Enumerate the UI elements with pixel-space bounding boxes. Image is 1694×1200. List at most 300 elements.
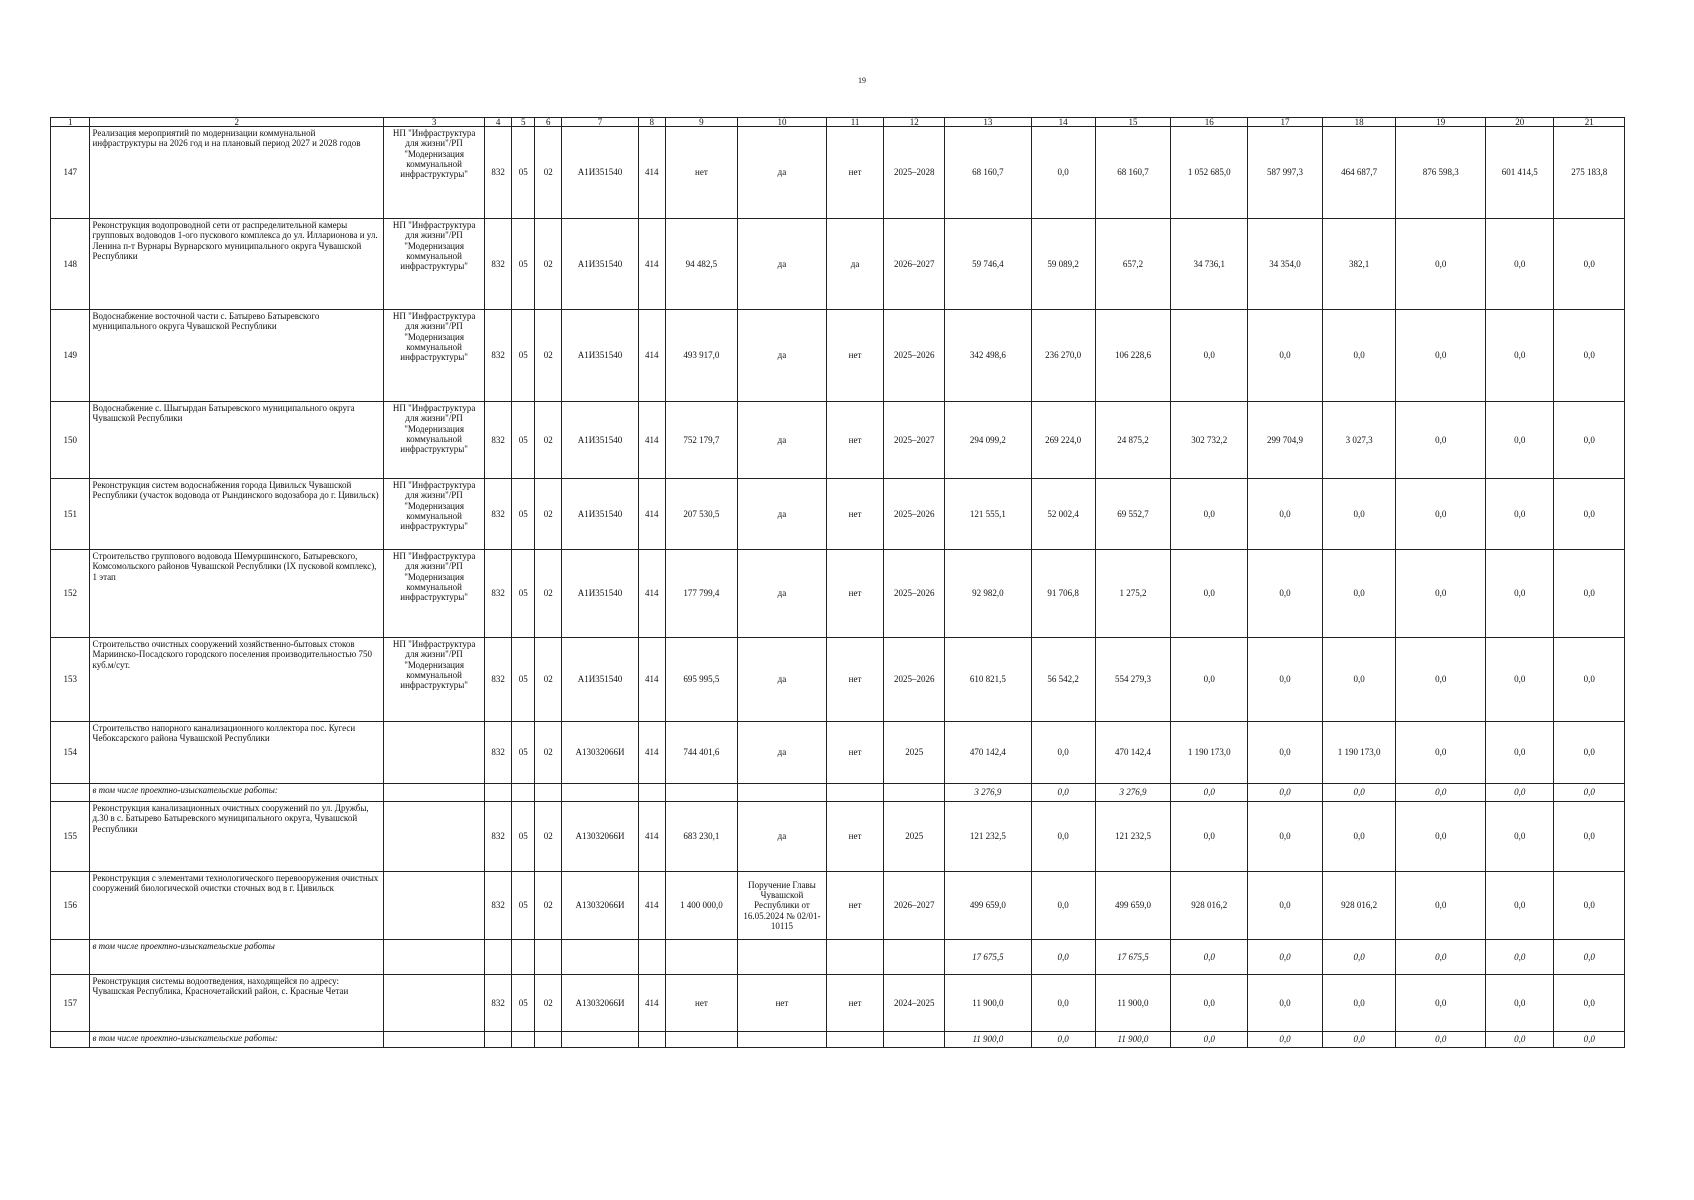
cell-row-num: 157: [51, 975, 90, 1032]
cell-total-plan: 0,0: [1396, 310, 1486, 402]
cell-estimated-cost: 207 530,5: [665, 479, 738, 550]
cell-period: 2025–2026: [884, 479, 945, 550]
cell-expertise: нет: [738, 975, 827, 1032]
cell-expense-type: 414: [638, 479, 665, 550]
cell-expense-type: 414: [638, 550, 665, 638]
cell-section: 05: [511, 550, 534, 638]
cell-federal-next: 0,0: [1248, 638, 1323, 722]
cell-period: 2026–2027: [884, 219, 945, 310]
cell-subsection: 02: [535, 479, 562, 550]
cell-subsection: [535, 784, 562, 802]
page-number: 19: [858, 76, 866, 85]
cell-section: 05: [511, 638, 534, 722]
cell-subsection: [535, 940, 562, 975]
cell-object-name: Строительство очистных сооружений хозяйственно-бытовых стоков Мариинско-Посадского городского поселения производительностью 750 куб.м/сут.: [90, 638, 383, 722]
cell-grbs: 832: [485, 219, 512, 310]
column-header: 20: [1486, 118, 1554, 127]
cell-republic-plan: 0,0: [1554, 940, 1625, 975]
cell-total-plan: 0,0: [1396, 402, 1486, 479]
subtotal-row: [51, 940, 1625, 975]
cell-object-name: Водоснабжение восточной части с. Батырево Батыревского муниципального округа Чувашской Республики: [90, 310, 383, 402]
cell-row-num: [51, 940, 90, 975]
cell-total-next: 34 736,1: [1171, 219, 1248, 310]
table-row: [51, 802, 1625, 872]
cell-design-docs: нет: [826, 802, 884, 872]
cell-total-next: 0,0: [1171, 1032, 1248, 1048]
cell-republic-current: 106 228,6: [1095, 310, 1171, 402]
cell-federal-plan: 0,0: [1486, 975, 1554, 1032]
cell-expertise: [738, 1032, 827, 1048]
cell-federal-current: 0,0: [1031, 802, 1095, 872]
cell-target-article: А1И351540: [562, 638, 639, 722]
cell-period: 2024–2025: [884, 975, 945, 1032]
cell-expense-type: 414: [638, 802, 665, 872]
cell-program: [383, 784, 484, 802]
cell-target-article: А1И351540: [562, 219, 639, 310]
cell-period: [884, 1032, 945, 1048]
cell-estimated-cost: [665, 1032, 738, 1048]
cell-period: 2025: [884, 722, 945, 784]
cell-republic-plan: 0,0: [1554, 402, 1625, 479]
column-header: 10: [738, 118, 827, 127]
cell-federal-plan: 0,0: [1486, 402, 1554, 479]
cell-object-name: Строительство группового водовода Шемуршинского, Батыревского, Комсомольского районов Чувашской Республики (IX пусковой комплекс), 1 этап: [90, 550, 383, 638]
table-row: [51, 219, 1625, 310]
cell-republic-current: 69 552,7: [1095, 479, 1171, 550]
cell-estimated-cost: 493 917,0: [665, 310, 738, 402]
cell-total-current: 121 232,5: [945, 802, 1031, 872]
cell-design-docs: да: [826, 219, 884, 310]
table-row: [51, 638, 1625, 722]
cell-federal-plan: 0,0: [1486, 1032, 1554, 1048]
cell-target-article: [562, 940, 639, 975]
cell-total-plan: 0,0: [1396, 479, 1486, 550]
cell-expertise: Поручение Главы Чувашской Республики от 16.05.2024 № 02/01-10115: [738, 872, 827, 940]
cell-section: 05: [511, 310, 534, 402]
cell-total-next: 0,0: [1171, 940, 1248, 975]
cell-row-num: 154: [51, 722, 90, 784]
cell-total-current: 499 659,0: [945, 872, 1031, 940]
cell-design-docs: нет: [826, 310, 884, 402]
cell-object-name: Реализация мероприятий по модернизации коммунальной инфраструктуры на 2026 год и на плановый период 2027 и 2028 годов: [90, 127, 383, 219]
table-row: [51, 872, 1625, 940]
cell-federal-plan: 0,0: [1486, 310, 1554, 402]
cell-grbs: 832: [485, 310, 512, 402]
cell-estimated-cost: 94 482,5: [665, 219, 738, 310]
column-header: 6: [535, 118, 562, 127]
cell-total-plan: 0,0: [1396, 550, 1486, 638]
cell-republic-plan: 0,0: [1554, 219, 1625, 310]
cell-subsection: 02: [535, 127, 562, 219]
cell-row-num: 149: [51, 310, 90, 402]
cell-federal-next: 0,0: [1248, 310, 1323, 402]
cell-total-next: 1 052 685,0: [1171, 127, 1248, 219]
cell-subsection: 02: [535, 310, 562, 402]
cell-expertise: да: [738, 310, 827, 402]
cell-subsection: 02: [535, 802, 562, 872]
cell-target-article: А1И351540: [562, 479, 639, 550]
cell-federal-next: 0,0: [1248, 975, 1323, 1032]
cell-federal-current: 0,0: [1031, 1032, 1095, 1048]
cell-republic-current: 11 900,0: [1095, 1032, 1171, 1048]
cell-grbs: 832: [485, 975, 512, 1032]
cell-federal-next: 0,0: [1248, 479, 1323, 550]
cell-section: 05: [511, 127, 534, 219]
column-header: 18: [1322, 118, 1396, 127]
cell-program: НП "Инфраструктура для жизни"/РП "Модернизация коммунальной инфраструктуры": [383, 550, 484, 638]
cell-federal-current: 52 002,4: [1031, 479, 1095, 550]
cell-expense-type: 414: [638, 219, 665, 310]
cell-total-current: 11 900,0: [945, 1032, 1031, 1048]
cell-design-docs: нет: [826, 975, 884, 1032]
cell-federal-current: 56 542,2: [1031, 638, 1095, 722]
subtotal-row: [51, 1032, 1625, 1048]
cell-republic-plan: 0,0: [1554, 479, 1625, 550]
header-row: [51, 118, 1625, 127]
cell-federal-next: 34 354,0: [1248, 219, 1323, 310]
cell-republic-current: 470 142,4: [1095, 722, 1171, 784]
cell-subsection: 02: [535, 402, 562, 479]
cell-republic-current: 68 160,7: [1095, 127, 1171, 219]
cell-row-num: 153: [51, 638, 90, 722]
cell-object-name: в том числе проектно-изыскательские работы:: [90, 784, 383, 802]
cell-total-plan: 0,0: [1396, 802, 1486, 872]
cell-federal-plan: 601 414,5: [1486, 127, 1554, 219]
cell-period: 2025–2026: [884, 310, 945, 402]
cell-expense-type: 414: [638, 310, 665, 402]
cell-republic-next: 0,0: [1322, 975, 1396, 1032]
cell-section: 05: [511, 479, 534, 550]
cell-republic-current: 24 875,2: [1095, 402, 1171, 479]
cell-federal-next: 0,0: [1248, 722, 1323, 784]
cell-republic-current: 11 900,0: [1095, 975, 1171, 1032]
cell-federal-plan: 0,0: [1486, 219, 1554, 310]
cell-total-plan: 0,0: [1396, 722, 1486, 784]
cell-design-docs: [826, 940, 884, 975]
cell-grbs: 832: [485, 802, 512, 872]
table-row: [51, 127, 1625, 219]
cell-federal-next: 0,0: [1248, 872, 1323, 940]
cell-federal-plan: 0,0: [1486, 479, 1554, 550]
table-row: [51, 479, 1625, 550]
cell-program: [383, 975, 484, 1032]
cell-expertise: да: [738, 219, 827, 310]
cell-object-name: в том числе проектно-изыскательские работы:: [90, 1032, 383, 1048]
cell-federal-current: 236 270,0: [1031, 310, 1095, 402]
cell-program: [383, 802, 484, 872]
cell-grbs: [485, 1032, 512, 1048]
cell-target-article: А13032066И: [562, 802, 639, 872]
cell-row-num: 152: [51, 550, 90, 638]
cell-republic-next: 3 027,3: [1322, 402, 1396, 479]
column-header: 5: [511, 118, 534, 127]
cell-section: 05: [511, 219, 534, 310]
cell-target-article: А13032066И: [562, 975, 639, 1032]
cell-estimated-cost: [665, 784, 738, 802]
cell-total-next: 0,0: [1171, 975, 1248, 1032]
cell-federal-next: 0,0: [1248, 802, 1323, 872]
cell-estimated-cost: нет: [665, 975, 738, 1032]
column-header: 1: [51, 118, 90, 127]
cell-row-num: 147: [51, 127, 90, 219]
cell-federal-plan: 0,0: [1486, 940, 1554, 975]
cell-estimated-cost: нет: [665, 127, 738, 219]
cell-section: 05: [511, 802, 534, 872]
cell-total-next: 0,0: [1171, 638, 1248, 722]
cell-republic-current: 17 675,5: [1095, 940, 1171, 975]
cell-row-num: 156: [51, 872, 90, 940]
cell-program: НП "Инфраструктура для жизни"/РП "Модернизация коммунальной инфраструктуры": [383, 638, 484, 722]
cell-subsection: 02: [535, 219, 562, 310]
cell-total-current: 59 746,4: [945, 219, 1031, 310]
cell-period: 2025: [884, 802, 945, 872]
cell-republic-plan: 0,0: [1554, 550, 1625, 638]
cell-total-next: 0,0: [1171, 310, 1248, 402]
column-header: 11: [826, 118, 884, 127]
table-row: [51, 975, 1625, 1032]
cell-object-name: Реконструкция водопроводной сети от распределительной камеры групповых водоводов 1-ого пускового комплекса до ул. Илларионова и ул. Ленина п-т Вурнары Вурнарского муниципального округа Чувашской Республики: [90, 219, 383, 310]
cell-estimated-cost: 177 799,4: [665, 550, 738, 638]
cell-section: 05: [511, 872, 534, 940]
cell-total-plan: 0,0: [1396, 219, 1486, 310]
cell-total-current: 610 821,5: [945, 638, 1031, 722]
cell-federal-next: 0,0: [1248, 784, 1323, 802]
column-header: 4: [485, 118, 512, 127]
cell-total-current: 11 900,0: [945, 975, 1031, 1032]
column-header: 15: [1095, 118, 1171, 127]
cell-grbs: 832: [485, 638, 512, 722]
cell-republic-next: 464 687,7: [1322, 127, 1396, 219]
column-header: 16: [1171, 118, 1248, 127]
cell-row-num: [51, 784, 90, 802]
cell-republic-next: 1 190 173,0: [1322, 722, 1396, 784]
cell-total-next: 0,0: [1171, 479, 1248, 550]
cell-republic-next: 0,0: [1322, 940, 1396, 975]
cell-grbs: 832: [485, 127, 512, 219]
cell-total-current: 470 142,4: [945, 722, 1031, 784]
cell-total-current: 294 099,2: [945, 402, 1031, 479]
cell-expense-type: 414: [638, 975, 665, 1032]
cell-design-docs: нет: [826, 479, 884, 550]
cell-expertise: да: [738, 479, 827, 550]
cell-subsection: 02: [535, 975, 562, 1032]
cell-expense-type: 414: [638, 722, 665, 784]
cell-expense-type: 414: [638, 638, 665, 722]
cell-federal-current: 0,0: [1031, 784, 1095, 802]
cell-total-current: 121 555,1: [945, 479, 1031, 550]
table-row: [51, 550, 1625, 638]
cell-republic-plan: 0,0: [1554, 975, 1625, 1032]
cell-federal-current: 269 224,0: [1031, 402, 1095, 479]
cell-republic-next: 0,0: [1322, 784, 1396, 802]
cell-grbs: 832: [485, 479, 512, 550]
cell-period: 2026–2027: [884, 872, 945, 940]
cell-republic-current: 657,2: [1095, 219, 1171, 310]
cell-total-next: 0,0: [1171, 550, 1248, 638]
cell-target-article: А1И351540: [562, 550, 639, 638]
cell-republic-next: 928 016,2: [1322, 872, 1396, 940]
cell-expertise: да: [738, 550, 827, 638]
cell-federal-next: 299 704,9: [1248, 402, 1323, 479]
cell-object-name: Реконструкция системы водоотведения, находящейся по адресу: Чувашская Республика, Красночетайский район, с. Красные Четаи: [90, 975, 383, 1032]
cell-federal-current: 59 089,2: [1031, 219, 1095, 310]
cell-republic-next: 0,0: [1322, 550, 1396, 638]
cell-object-name: Строительство напорного канализационного коллектора пос. Кугеси Чебоксарского района Чувашской Республики: [90, 722, 383, 784]
column-header: 19: [1396, 118, 1486, 127]
cell-design-docs: нет: [826, 722, 884, 784]
subtotal-row: [51, 784, 1625, 802]
column-header: 13: [945, 118, 1031, 127]
cell-section: 05: [511, 975, 534, 1032]
column-header: 3: [383, 118, 484, 127]
cell-program: НП "Инфраструктура для жизни"/РП "Модернизация коммунальной инфраструктуры": [383, 402, 484, 479]
column-header: 7: [562, 118, 639, 127]
cell-grbs: 832: [485, 722, 512, 784]
cell-row-num: 155: [51, 802, 90, 872]
cell-expense-type: 414: [638, 402, 665, 479]
cell-object-name: в том числе проектно-изыскательские работы: [90, 940, 383, 975]
cell-total-plan: 0,0: [1396, 872, 1486, 940]
cell-grbs: 832: [485, 550, 512, 638]
cell-period: [884, 784, 945, 802]
cell-program: НП "Инфраструктура для жизни"/РП "Модернизация коммунальной инфраструктуры": [383, 479, 484, 550]
cell-design-docs: нет: [826, 638, 884, 722]
cell-expertise: да: [738, 802, 827, 872]
cell-estimated-cost: 752 179,7: [665, 402, 738, 479]
cell-federal-plan: 0,0: [1486, 802, 1554, 872]
cell-design-docs: нет: [826, 402, 884, 479]
cell-republic-plan: 0,0: [1554, 784, 1625, 802]
cell-estimated-cost: 695 995,5: [665, 638, 738, 722]
cell-period: 2025–2028: [884, 127, 945, 219]
cell-republic-plan: 0,0: [1554, 722, 1625, 784]
cell-federal-next: 0,0: [1248, 550, 1323, 638]
cell-republic-current: 499 659,0: [1095, 872, 1171, 940]
cell-total-next: 0,0: [1171, 802, 1248, 872]
cell-estimated-cost: [665, 940, 738, 975]
cell-target-article: [562, 784, 639, 802]
cell-total-current: 68 160,7: [945, 127, 1031, 219]
cell-object-name: Реконструкция с элементами технологического перевооружения очистных сооружений биологической очистки сточных вод в г. Цивильск: [90, 872, 383, 940]
cell-total-next: 928 016,2: [1171, 872, 1248, 940]
cell-republic-current: 1 275,2: [1095, 550, 1171, 638]
cell-republic-next: 0,0: [1322, 1032, 1396, 1048]
cell-federal-next: 0,0: [1248, 940, 1323, 975]
cell-period: 2025–2026: [884, 550, 945, 638]
cell-federal-current: 0,0: [1031, 975, 1095, 1032]
cell-republic-plan: 0,0: [1554, 310, 1625, 402]
cell-program: НП "Инфраструктура для жизни"/РП "Модернизация коммунальной инфраструктуры": [383, 219, 484, 310]
cell-section: 05: [511, 402, 534, 479]
cell-expense-type: [638, 784, 665, 802]
column-header: 17: [1248, 118, 1323, 127]
cell-total-plan: 0,0: [1396, 638, 1486, 722]
cell-row-num: [51, 1032, 90, 1048]
cell-design-docs: нет: [826, 872, 884, 940]
cell-program: НП "Инфраструктура для жизни"/РП "Модернизация коммунальной инфраструктуры": [383, 127, 484, 219]
cell-federal-current: 0,0: [1031, 722, 1095, 784]
cell-total-current: 3 276,9: [945, 784, 1031, 802]
cell-republic-plan: 0,0: [1554, 802, 1625, 872]
column-header: 8: [638, 118, 665, 127]
cell-design-docs: [826, 1032, 884, 1048]
cell-republic-next: 0,0: [1322, 802, 1396, 872]
cell-federal-plan: 0,0: [1486, 872, 1554, 940]
table-row: [51, 310, 1625, 402]
cell-design-docs: [826, 784, 884, 802]
cell-expense-type: 414: [638, 872, 665, 940]
cell-republic-plan: 275 183,8: [1554, 127, 1625, 219]
cell-expertise: [738, 784, 827, 802]
cell-design-docs: нет: [826, 550, 884, 638]
cell-federal-current: 0,0: [1031, 872, 1095, 940]
column-header: 12: [884, 118, 945, 127]
cell-target-article: А1И351540: [562, 402, 639, 479]
column-header: 14: [1031, 118, 1095, 127]
cell-target-article: А13032066И: [562, 872, 639, 940]
column-header: 2: [90, 118, 383, 127]
cell-program: НП "Инфраструктура для жизни"/РП "Модернизация коммунальной инфраструктуры": [383, 310, 484, 402]
cell-section: [511, 784, 534, 802]
cell-republic-next: 382,1: [1322, 219, 1396, 310]
cell-expense-type: [638, 1032, 665, 1048]
cell-total-plan: 0,0: [1396, 940, 1486, 975]
cell-federal-next: 587 997,3: [1248, 127, 1323, 219]
cell-federal-plan: 0,0: [1486, 722, 1554, 784]
cell-federal-current: 0,0: [1031, 940, 1095, 975]
cell-section: [511, 1032, 534, 1048]
table-row: [51, 722, 1625, 784]
cell-program: [383, 1032, 484, 1048]
cell-total-plan: 876 598,3: [1396, 127, 1486, 219]
cell-total-plan: 0,0: [1396, 975, 1486, 1032]
cell-section: 05: [511, 722, 534, 784]
cell-section: [511, 940, 534, 975]
cell-expense-type: [638, 940, 665, 975]
cell-republic-next: 0,0: [1322, 310, 1396, 402]
cell-expertise: да: [738, 402, 827, 479]
cell-total-current: 17 675,5: [945, 940, 1031, 975]
cell-total-plan: 0,0: [1396, 1032, 1486, 1048]
cell-republic-current: 554 279,3: [1095, 638, 1171, 722]
cell-period: 2025–2027: [884, 402, 945, 479]
cell-subsection: 02: [535, 722, 562, 784]
cell-estimated-cost: 683 230,1: [665, 802, 738, 872]
cell-subsection: 02: [535, 550, 562, 638]
cell-object-name: Реконструкция канализационных очистных сооружений по ул. Дружбы, д.30 в с. Батырево Батыревского муниципального округа, Чувашской Республики: [90, 802, 383, 872]
cell-republic-plan: 0,0: [1554, 638, 1625, 722]
cell-expertise: [738, 940, 827, 975]
cell-target-article: А1И351540: [562, 310, 639, 402]
cell-row-num: 148: [51, 219, 90, 310]
cell-grbs: [485, 940, 512, 975]
cell-total-next: 1 190 173,0: [1171, 722, 1248, 784]
cell-program: [383, 872, 484, 940]
cell-object-name: Реконструкция систем водоснабжения города Цивильск Чувашской Республики (участок водовода от Рындинского водозабора до г. Цивильск): [90, 479, 383, 550]
cell-expertise: да: [738, 638, 827, 722]
cell-expertise: да: [738, 127, 827, 219]
cell-republic-current: 3 276,9: [1095, 784, 1171, 802]
cell-grbs: 832: [485, 402, 512, 479]
column-header: 21: [1554, 118, 1625, 127]
cell-republic-plan: 0,0: [1554, 1032, 1625, 1048]
cell-target-article: А13032066И: [562, 722, 639, 784]
cell-subsection: 02: [535, 638, 562, 722]
cell-total-current: 342 498,6: [945, 310, 1031, 402]
cell-total-current: 92 982,0: [945, 550, 1031, 638]
cell-republic-next: 0,0: [1322, 479, 1396, 550]
cell-subsection: 02: [535, 872, 562, 940]
